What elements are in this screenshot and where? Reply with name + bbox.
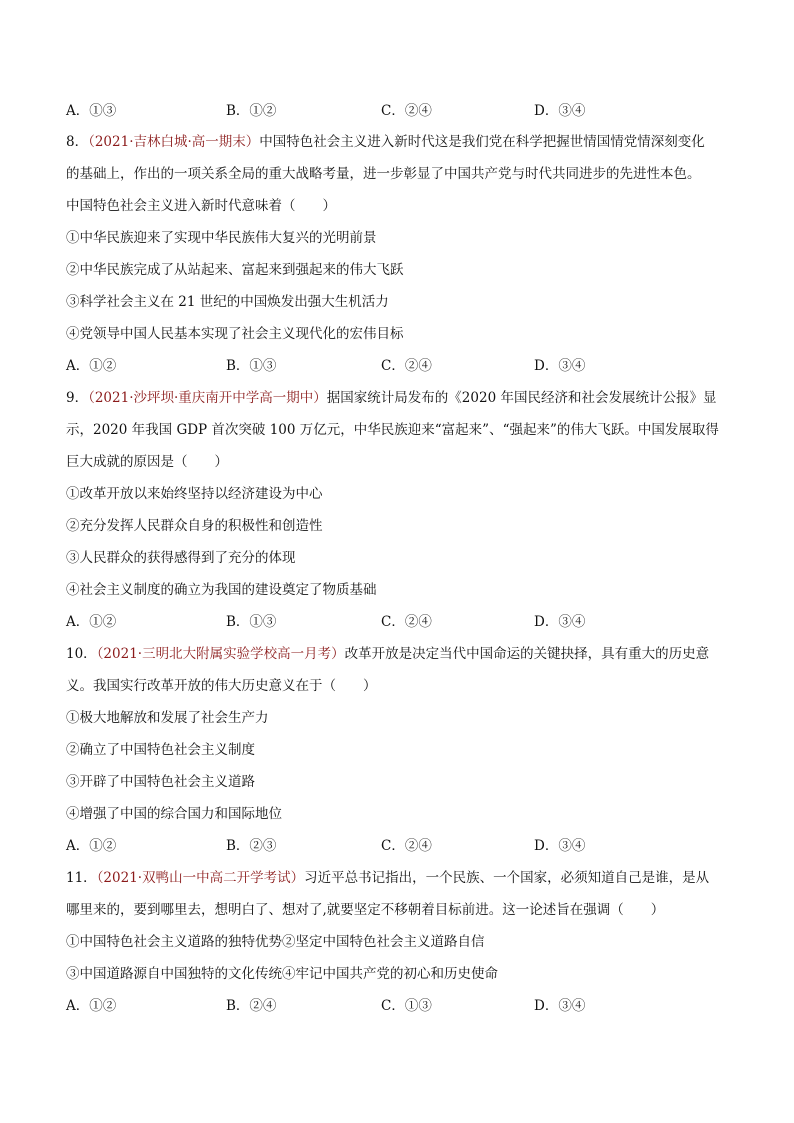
statement-item: ②充分发挥人民群众自身的积极性和创造性 bbox=[66, 518, 323, 534]
statement-item: ③开辟了中国特色社会主义道路 bbox=[66, 774, 255, 790]
question-text-line: 中国特色社会主义进入新时代意味着（ ） bbox=[66, 198, 336, 214]
option-b: B．②③ bbox=[226, 838, 277, 854]
statement-item: ③科学社会主义在 21 世纪的中国焕发出强大生机活力 bbox=[66, 294, 389, 310]
question-10-options bbox=[66, 836, 746, 856]
question-source: （2021·双鸭山一中高二开学考试） bbox=[96, 870, 305, 886]
option-a: A．①② bbox=[66, 998, 117, 1014]
question-text-line: 哪里来的，要到哪里去，想明白了、想对了,就要坚定不移朝着目标前进。这一论述旨在强调（ ） bbox=[66, 902, 665, 918]
question-8-stem bbox=[66, 132, 746, 152]
question-text: 据国家统计局发布的《2020 年国民经济和社会发展统计公报》显 bbox=[326, 390, 717, 406]
option-b: B．①② bbox=[226, 103, 277, 119]
question-10-stem bbox=[66, 644, 746, 664]
option-d: D．③④ bbox=[534, 838, 586, 854]
question-text: 习近平总书记指出，一个民族、一个国家，必须知道自己是谁，是从 bbox=[304, 870, 710, 886]
question-11-stem bbox=[66, 868, 746, 888]
prev-question-options bbox=[66, 101, 746, 121]
option-d: D．③④ bbox=[534, 358, 586, 374]
question-text: 改革开放是决定当代中国命运的关键抉择，具有重大的历史意 bbox=[344, 646, 710, 662]
question-number: 8． bbox=[66, 134, 89, 150]
question-9-stem bbox=[66, 388, 746, 408]
option-b: B．①③ bbox=[226, 614, 277, 630]
option-a: A．①② bbox=[66, 358, 117, 374]
statement-item: ④增强了中国的综合国力和国际地位 bbox=[66, 806, 282, 822]
question-source: （2021·吉林白城·高一期末） bbox=[88, 134, 260, 150]
option-c: C．②④ bbox=[381, 614, 432, 630]
question-number: 9． bbox=[66, 390, 89, 406]
question-number: 11． bbox=[66, 870, 97, 886]
option-c: C．②④ bbox=[381, 103, 432, 119]
option-d: D．③④ bbox=[534, 614, 586, 630]
option-a: A．①③ bbox=[66, 103, 117, 119]
option-b: B．②④ bbox=[226, 998, 277, 1014]
statement-item: ①极大地解放和发展了社会生产力 bbox=[66, 710, 269, 726]
question-9-options bbox=[66, 612, 746, 632]
statement-item: ①改革开放以来始终坚持以经济建设为中心 bbox=[66, 486, 323, 502]
option-b: B．①③ bbox=[226, 358, 277, 374]
statement-item: ②中华民族完成了从站起来、富起来到强起来的伟大飞跃 bbox=[66, 262, 404, 278]
option-d: D．③④ bbox=[534, 103, 586, 119]
question-text-line: 义。我国实行改革开放的伟大历史意义在于（ ） bbox=[66, 678, 377, 694]
statement-item: ②确立了中国特色社会主义制度 bbox=[66, 742, 255, 758]
statement-item: ③中国道路源自中国独特的文化传统④牢记中国共产党的初心和历史使命 bbox=[66, 966, 498, 982]
question-source: （2021·沙坪坝·重庆南开中学高一期中） bbox=[88, 390, 327, 406]
option-d: D．③④ bbox=[534, 998, 586, 1014]
option-a: A．①② bbox=[66, 838, 117, 854]
question-text-line: 示，2020 年我国 GDP 首次突破 100 万亿元，中华民族迎来“富起来”、“强起来”的伟大飞跃。中国发展取得 bbox=[66, 422, 719, 438]
option-a: A．①② bbox=[66, 614, 117, 630]
question-source: （2021·三明北大附属实验学校高一月考） bbox=[96, 646, 345, 662]
question-text-line: 巨大成就的原因是（ ） bbox=[66, 454, 228, 470]
question-text: 中国特色社会主义进入新时代这是我们党在科学把握世情国情党情深刻变化 bbox=[259, 134, 705, 150]
statement-item: ③人民群众的获得感得到了充分的体现 bbox=[66, 550, 296, 566]
question-8-options bbox=[66, 356, 746, 376]
option-c: C．②④ bbox=[381, 358, 432, 374]
statement-item: ①中国特色社会主义道路的独特优势②坚定中国特色社会主义道路自信 bbox=[66, 934, 485, 950]
option-c: C．②④ bbox=[381, 838, 432, 854]
statement-item: ①中华民族迎来了实现中华民族伟大复兴的光明前景 bbox=[66, 230, 377, 246]
question-11-options bbox=[66, 996, 746, 1016]
statement-item: ④社会主义制度的确立为我国的建设奠定了物质基础 bbox=[66, 582, 377, 598]
question-text-line: 的基础上，作出的一项关系全局的重大战略考量，进一步彰显了中国共产党与时代共同进步的先进性本色。 bbox=[66, 166, 701, 182]
statement-item: ④党领导中国人民基本实现了社会主义现代化的宏伟目标 bbox=[66, 326, 404, 342]
question-number: 10． bbox=[66, 646, 97, 662]
option-c: C．①③ bbox=[381, 998, 432, 1014]
